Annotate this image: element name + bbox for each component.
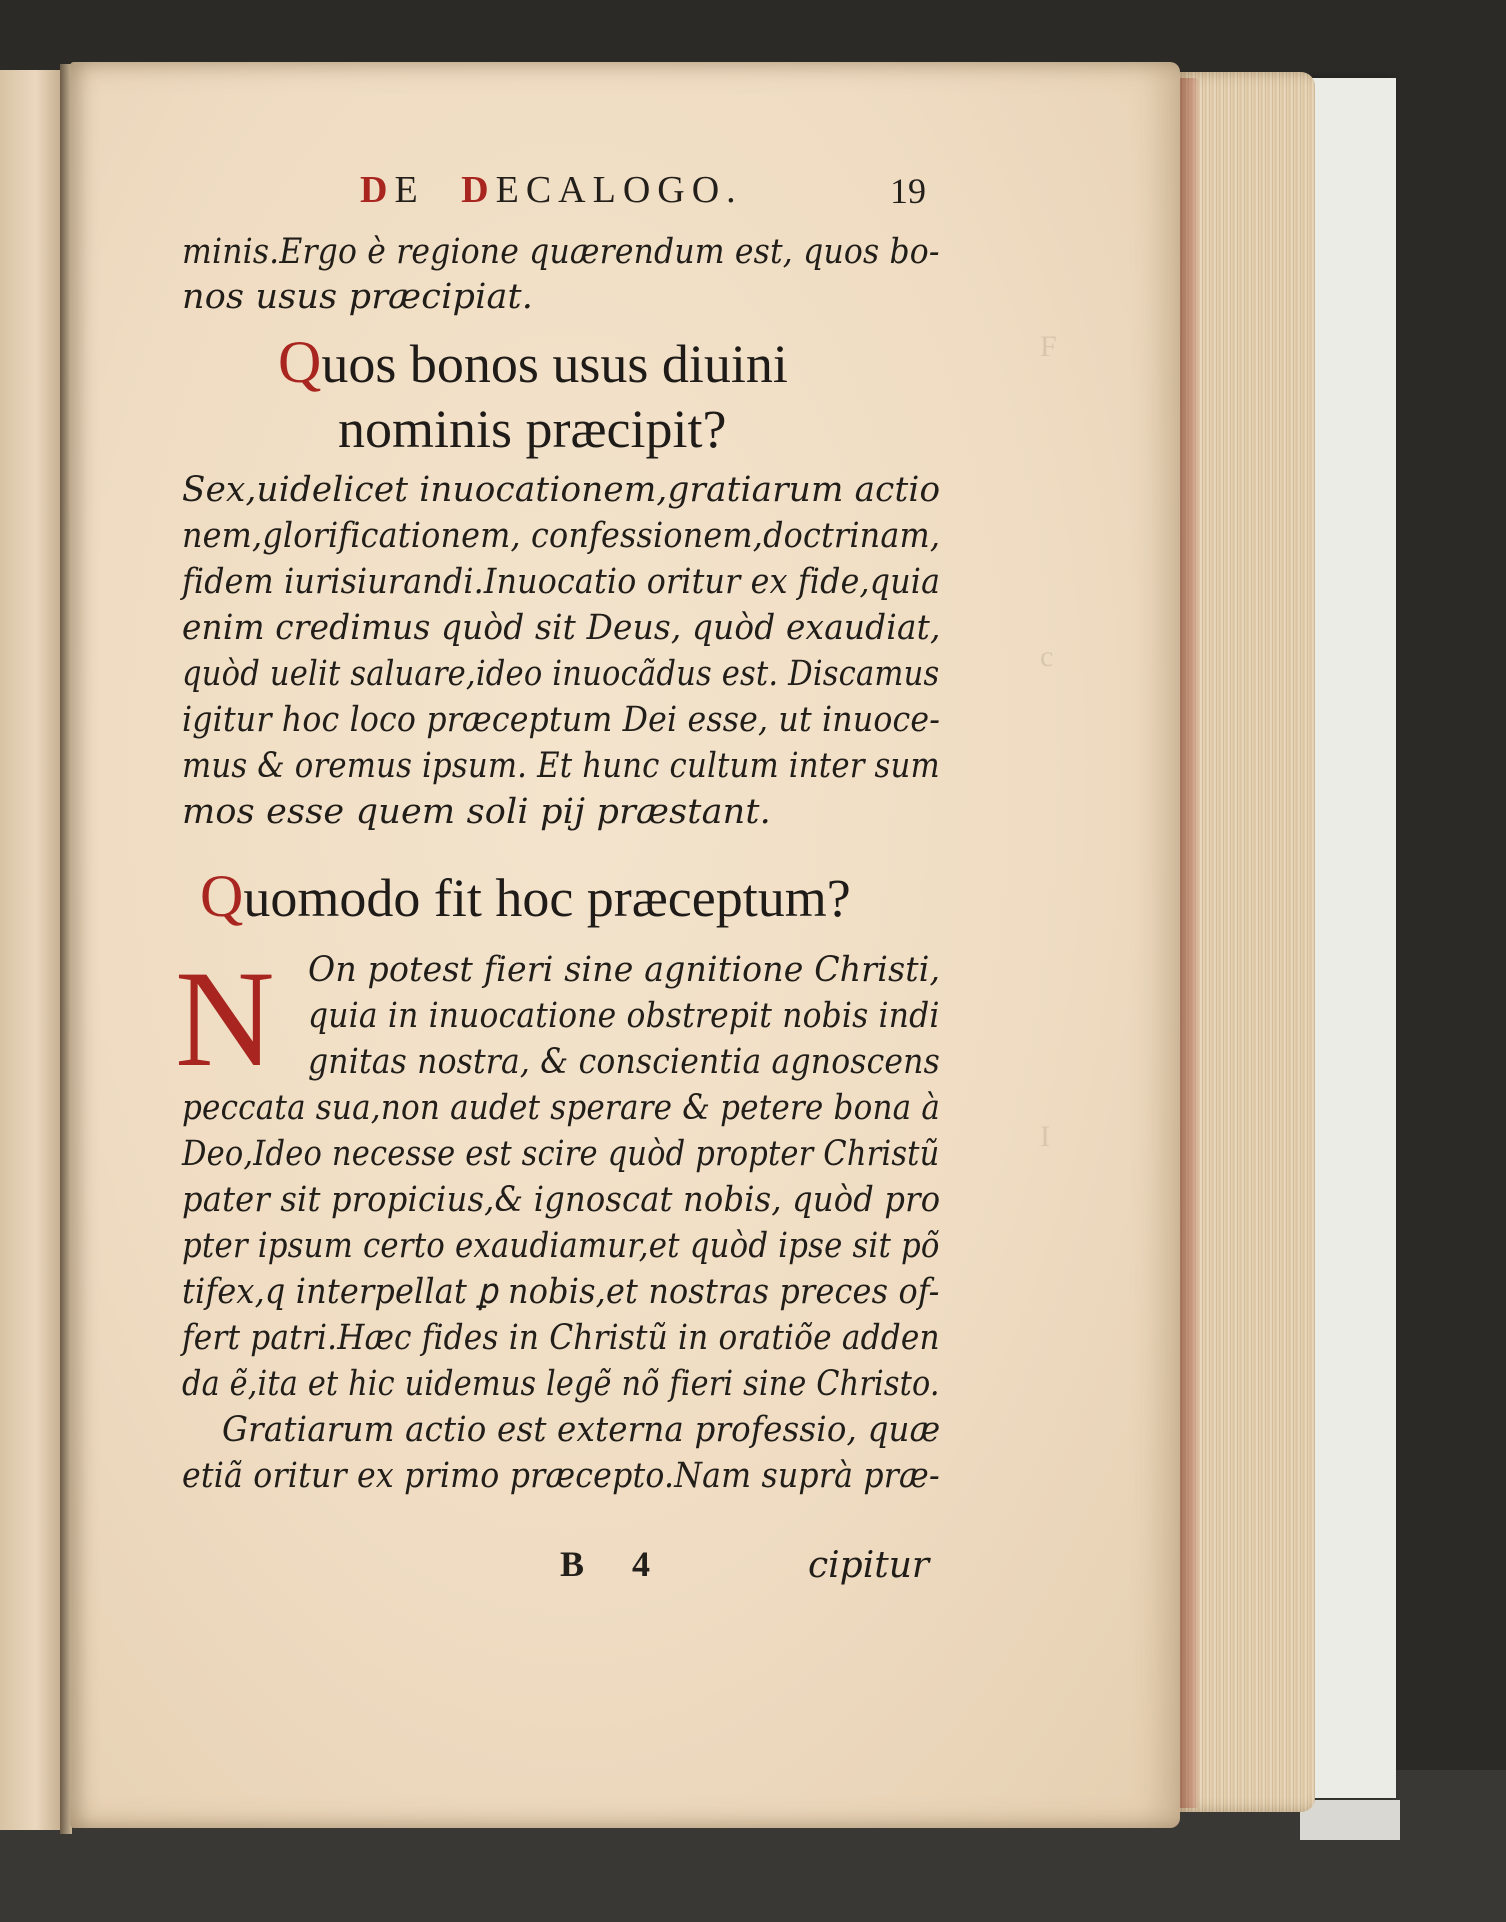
- text-line: nos usus præcipiat.: [182, 277, 534, 317]
- text-line: quòd uelit saluare,ideo inuocãdus est. Discamus: [182, 654, 940, 694]
- text-line: fidem iurisiurandi.Inuocatio oritur ex fide,quia: [182, 562, 941, 602]
- text-line: enim credimus quòd sit Deus, quòd exaudiat,: [182, 608, 941, 648]
- signature-mark: B: [560, 1544, 585, 1584]
- text-line: etiã oritur ex primo præcepto.Nam suprà præ-: [182, 1456, 940, 1496]
- text-line: peccata sua,non audet sperare & petere bona à: [182, 1088, 941, 1128]
- section-heading: [200, 862, 851, 931]
- text-line: igitur hoc loco præceptum Dei esse, ut inuoce-: [182, 700, 941, 740]
- bleed-through-mark: F: [1040, 330, 1057, 363]
- text-line: Gratiarum actio est externa professio, quæ: [222, 1410, 941, 1450]
- page-number: 19: [890, 171, 926, 211]
- text-line: tifex,q interpellat ꝑ nobis,et nostras preces of-: [182, 1272, 940, 1312]
- rubric-capital: Q: [200, 863, 244, 929]
- bleed-through-mark: I: [1040, 1120, 1050, 1153]
- text-line: On potest fieri sine agnitione Christi,: [308, 950, 941, 990]
- backing-card: [1310, 78, 1396, 1798]
- text-line: gnitas nostra, & conscientia agnoscens: [308, 1042, 940, 1082]
- signature-number: 4: [632, 1544, 650, 1584]
- rubric-capital: Q: [278, 329, 322, 395]
- bleed-through-mark: c: [1040, 640, 1054, 673]
- heading-text: uomodo fit hoc præceptum?: [243, 868, 851, 928]
- heading-text: uos bonos usus diuini: [321, 334, 788, 394]
- text-line: mus & oremus ipsum. Et hunc cultum inter sum: [182, 746, 940, 786]
- running-head-word-1: E: [394, 169, 425, 211]
- initial-capital: N: [175, 942, 275, 1095]
- facing-page-edge: [0, 70, 61, 1830]
- backing-card-shadow: [1300, 1800, 1400, 1840]
- text-line: minis.Ergo è regione quærendum est, quos bo-: [182, 232, 940, 272]
- red-edge-gilding: [1178, 78, 1200, 1808]
- section-heading: [278, 328, 788, 397]
- text-line: quia in inuocatione obstrepit nobis indi: [308, 996, 940, 1036]
- running-head: DE DECALOGO.: [360, 169, 743, 211]
- text-line: Deo,Ideo necesse est scire quòd propter Christũ: [182, 1134, 940, 1174]
- text-line: mos esse quem soli pij præstant.: [182, 792, 771, 832]
- catchword: cipitur: [808, 1545, 930, 1586]
- section-heading-continued: nominis præcipit?: [338, 399, 727, 459]
- text-line: fert patri.Hæc fides in Christũ in oratiõe adden: [182, 1318, 940, 1358]
- text-line: Sex,uidelicet inuocationem,gratiarum actio: [182, 470, 941, 510]
- text-line: da ẽ,ita et hic uidemus legẽ nõ fieri sine Christo.: [182, 1364, 940, 1404]
- text-line: nem,glorificationem, confessionem,doctrinam,: [182, 516, 941, 556]
- text-line: pter ipsum certo exaudiamur,et quòd ipse sit põ: [182, 1226, 940, 1266]
- text-line: pater sit propicius,& ignoscat nobis, quòd pro: [182, 1180, 941, 1220]
- running-head-word-2: ECALOGO.: [495, 169, 743, 211]
